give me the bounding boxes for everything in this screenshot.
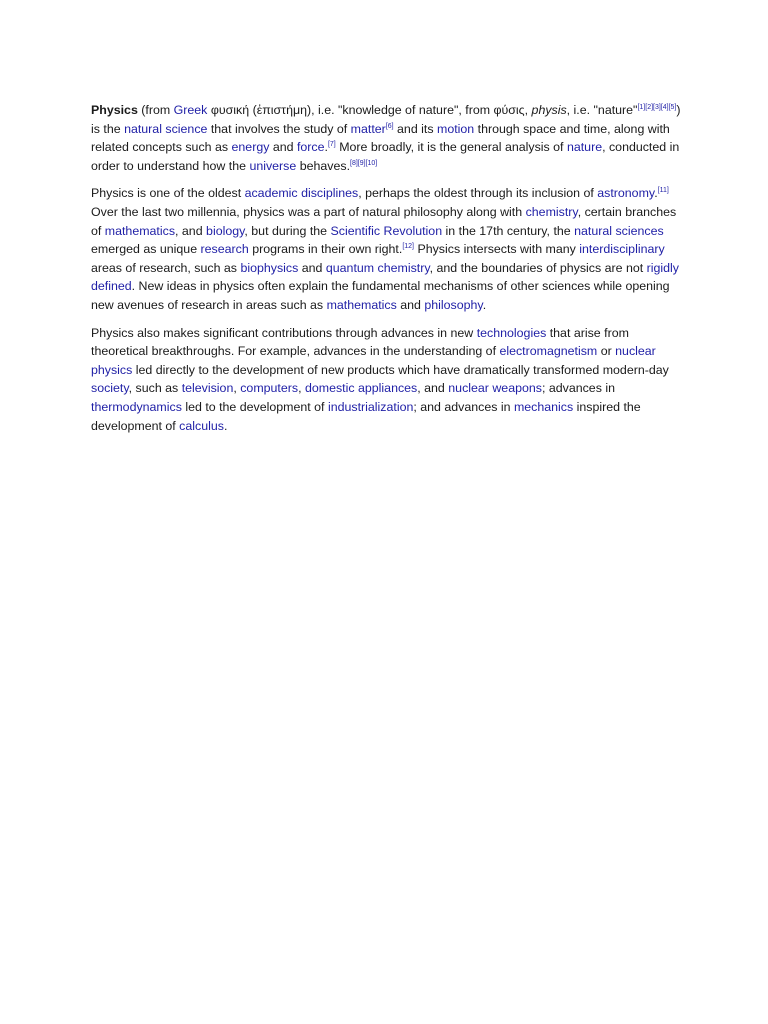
text: ; and advances in [413, 399, 514, 414]
link-thermodynamics[interactable]: thermodynamics [91, 399, 182, 414]
link-mathematics[interactable]: mathematics [104, 223, 176, 238]
text: . [324, 140, 328, 155]
article-body [91, 101, 681, 444]
link-mechanics[interactable]: mechanics [513, 399, 574, 414]
text: that involves the study of [207, 121, 351, 136]
link-greek[interactable]: Greek [173, 103, 208, 117]
link-rigidly-defined[interactable]: rigidly defined [91, 260, 679, 294]
link-electromagnetism[interactable]: electromagnetism [499, 344, 598, 359]
citation [402, 243, 414, 250]
text: or [597, 344, 616, 359]
link-research[interactable]: research [200, 242, 249, 257]
paragraph-1 [91, 101, 681, 175]
text: φυσική (ἐπιστήμη), i.e. "knowledge of nature", from φύσις, [207, 103, 532, 117]
citation [350, 160, 377, 167]
citation-link[interactable]: [6] [385, 122, 394, 130]
paragraph-2 [91, 184, 681, 314]
citation-link[interactable]: [8][9][10] [350, 159, 378, 167]
text: , conducted in order to understand how the [91, 140, 680, 173]
text: and its [393, 121, 437, 136]
text: . [223, 418, 228, 433]
text: behaves. [296, 158, 351, 173]
text: . New ideas in physics often explain the fundamental mechanisms of other sciences while opening new avenues of research in areas such as [91, 279, 670, 312]
link-energy[interactable]: energy [231, 140, 270, 155]
citation [328, 141, 336, 148]
link-calculus[interactable]: calculus [179, 418, 224, 433]
link-chemistry[interactable]: chemistry [525, 204, 578, 219]
link-force[interactable]: force [296, 140, 325, 155]
link-quantum-chemistry[interactable]: quantum chemistry [325, 260, 430, 275]
citation-link[interactable]: [7] [327, 141, 336, 149]
text: ; advances in [541, 381, 615, 396]
text: , but during the [244, 223, 331, 238]
text: and [269, 140, 297, 155]
text: . [482, 297, 487, 312]
citation-link[interactable]: [1][2][3][4][5] [637, 104, 677, 111]
text: (from [137, 103, 174, 117]
citation [637, 104, 676, 111]
link-industrialization[interactable]: industrialization [327, 399, 414, 414]
text: , and the boundaries of physics are not [429, 260, 647, 275]
link-matter[interactable]: matter [350, 121, 386, 136]
text: programs in their own right. [248, 242, 403, 257]
text: and [298, 260, 326, 275]
link-nuclear-weapons[interactable]: nuclear weapons [448, 381, 542, 396]
text: Over the last two millennia, physics was a part of natural philosophy along with [91, 204, 526, 219]
link-universe[interactable]: universe [249, 158, 297, 173]
text: led directly to the development of new products which have dramatically transformed modern-day [132, 362, 669, 377]
link-natural-science[interactable]: natural science [124, 121, 208, 136]
text: , [298, 381, 305, 396]
link-nuclear-physics[interactable]: nuclear physics [91, 344, 656, 377]
link-society[interactable]: society [91, 381, 129, 396]
text: , perhaps the oldest through its inclusion of [358, 186, 598, 201]
link-nature[interactable]: nature [566, 140, 603, 155]
text: inspired the development of [91, 399, 641, 433]
article-subject: Physics [91, 103, 138, 117]
link-computers[interactable]: computers [240, 381, 299, 396]
citation-link[interactable]: [11] [657, 187, 669, 195]
link-biophysics[interactable]: biophysics [240, 260, 299, 275]
link-biology[interactable]: biology [206, 223, 245, 238]
text: , [233, 381, 241, 396]
link-domestic-appliances[interactable]: domestic appliances [304, 381, 418, 396]
link-television[interactable]: television [181, 381, 234, 396]
link-natural-sciences[interactable]: natural sciences [574, 223, 664, 238]
citation-link[interactable]: [12] [402, 243, 415, 251]
link-academic-disciplines[interactable]: academic disciplines [244, 186, 359, 201]
text: that arise from theoretical breakthroughs. For example, advances in the understanding of [91, 325, 629, 359]
citation [386, 123, 394, 130]
text: , certain branches of [91, 204, 677, 238]
text: Physics intersects with many [414, 242, 580, 257]
text: , and [417, 381, 449, 396]
link-philosophy[interactable]: philosophy [424, 297, 483, 312]
text: , and [175, 223, 207, 238]
text: Physics is one of the oldest [91, 186, 245, 201]
text: led to the development of [181, 399, 328, 414]
link-mathematics-2[interactable]: mathematics [326, 297, 397, 312]
link-interdisciplinary[interactable]: interdisciplinary [579, 242, 665, 257]
text: emerged as unique [91, 242, 201, 257]
link-motion[interactable]: motion [437, 121, 475, 136]
italic-term: physis [531, 103, 567, 117]
text: . [654, 186, 658, 201]
citation [658, 187, 669, 194]
text: , such as [128, 381, 182, 396]
paragraph-3 [91, 324, 681, 436]
text: through space and time, along with related concepts such as [91, 121, 670, 155]
link-scientific-revolution[interactable]: Scientific Revolution [330, 223, 443, 238]
text: , i.e. "nature" [566, 103, 638, 117]
text: areas of research, such as [91, 260, 241, 275]
text: ) is the [91, 103, 681, 136]
text: More broadly, it is the general analysis of [335, 140, 567, 155]
text: and [396, 297, 425, 312]
link-astronomy[interactable]: astronomy [597, 186, 655, 201]
text: Physics also makes significant contributions through advances in new [91, 325, 477, 340]
link-technologies[interactable]: technologies [476, 325, 547, 340]
text: in the 17th century, the [442, 223, 575, 238]
